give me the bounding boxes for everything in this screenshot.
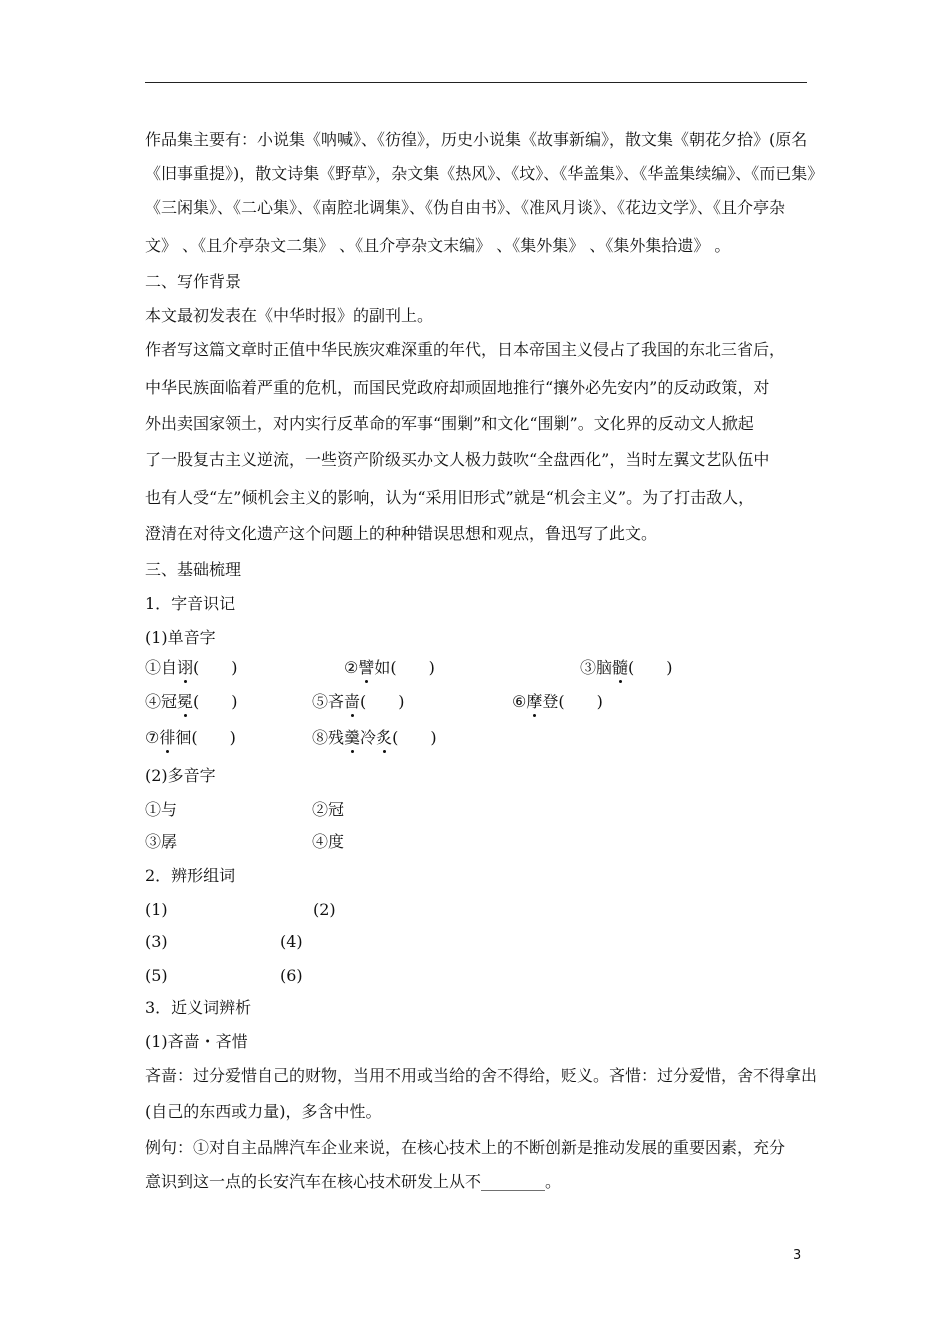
pinyin-item: ④冠冕( ) (145, 692, 238, 711)
shape-item: (4) (280, 932, 303, 951)
pinyin-item: ⑧残羹冷炙( ) (312, 728, 437, 747)
definition-line: (自己的东西或力量)，多含中性。 (145, 1102, 382, 1121)
paragraph-line: 作者写这篇文章时正值中华民族灾难深重的年代，日本帝国主义侵占了我国的东北三省后， (145, 340, 786, 359)
intro-line: 文》 、《且介亭杂文二集》 、《且介亭杂文末编》 、《集外集》 、《集外集拾遗》 。 (145, 236, 731, 255)
paragraph-line: 澄清在对待文化遗产这个问题上的种种错误思想和观点，鲁迅写了此文。 (145, 524, 658, 543)
definition-line: 吝啬：过分爱惜自己的财物，当用不用或当给的舍不得给，贬义。吝惜：过分爱惜，舍不得拿出 (145, 1066, 818, 1085)
pinyin-item: ⑤吝啬( ) (312, 692, 405, 711)
subsection-label: (1)单音字 (145, 628, 216, 647)
subsection-label: (1)吝啬・吝惜 (145, 1032, 248, 1051)
example-line: 意识到这一点的长安汽车在核心技术研发上从不________。 (145, 1172, 562, 1191)
pinyin-item: ⑦徘徊( ) (145, 728, 236, 747)
shape-item: (1) (145, 900, 168, 919)
pinyin-item: ⑥摩登( ) (512, 692, 603, 711)
example-line: 例句：①对自主品牌汽车企业来说，在核心技术上的不断创新是推动发展的重要因素，充分 (145, 1138, 786, 1157)
shape-item: (6) (280, 966, 303, 985)
header-rule (145, 82, 807, 83)
page-number: 3 (793, 1248, 802, 1263)
subsection-heading: 1．字音识记 (145, 594, 236, 613)
paragraph-line: 本文最初发表在《中华时报》的副刊上。 (145, 306, 434, 325)
paragraph-line: 了一股复古主义逆流，一些资产阶级买办文人极力鼓吹“全盘西化”，当时左翼文艺队伍中 (145, 450, 770, 469)
subsection-heading: 2．辨形组词 (145, 866, 236, 885)
shape-item: (3) (145, 932, 168, 951)
multi-item: ④度 (312, 832, 345, 851)
intro-line: 《旧事重提》)，散文诗集《野草》，杂文集《热风》、《坟》、《华盖集》、《华盖集续编》、《而已集》 (145, 164, 824, 183)
pinyin-item: ③脑髓( ) (580, 658, 673, 677)
pinyin-item: ②譬如( ) (344, 658, 435, 677)
shape-item: (5) (145, 966, 168, 985)
shape-item: (2) (313, 900, 336, 919)
intro-line: 《三闲集》、《二心集》、《南腔北调集》、《伪自由书》、《准风月谈》、《花边文学》、《且介亭杂 (145, 198, 786, 217)
section-heading: 二、写作背景 (145, 272, 242, 291)
subsection-label: (2)多音字 (145, 766, 216, 785)
paragraph-line: 中华民族面临着严重的危机，而国民党政府却顽固地推行“攘外必先安内”的反动政策，对 (145, 378, 770, 397)
multi-item: ①与 (145, 800, 178, 819)
paragraph-line: 外出卖国家领土，对内实行反革命的军事“围剿”和文化“围剿”。文化界的反动文人掀起 (145, 414, 754, 433)
intro-line: 作品集主要有：小说集《呐喊》、《彷徨》，历史小说集《故事新编》，散文集《朝花夕拾》(原名 (145, 130, 808, 149)
subsection-heading: 3．近义词辨析 (145, 998, 252, 1017)
pinyin-item: ①自诩( ) (145, 658, 238, 677)
multi-item: ②冠 (312, 800, 345, 819)
multi-item: ③孱 (145, 832, 178, 851)
paragraph-line: 也有人受“左”倾机会主义的影响，认为“采用旧形式”就是“机会主义”。为了打击敌人， (145, 488, 755, 507)
section-heading: 三、基础梳理 (145, 560, 242, 579)
